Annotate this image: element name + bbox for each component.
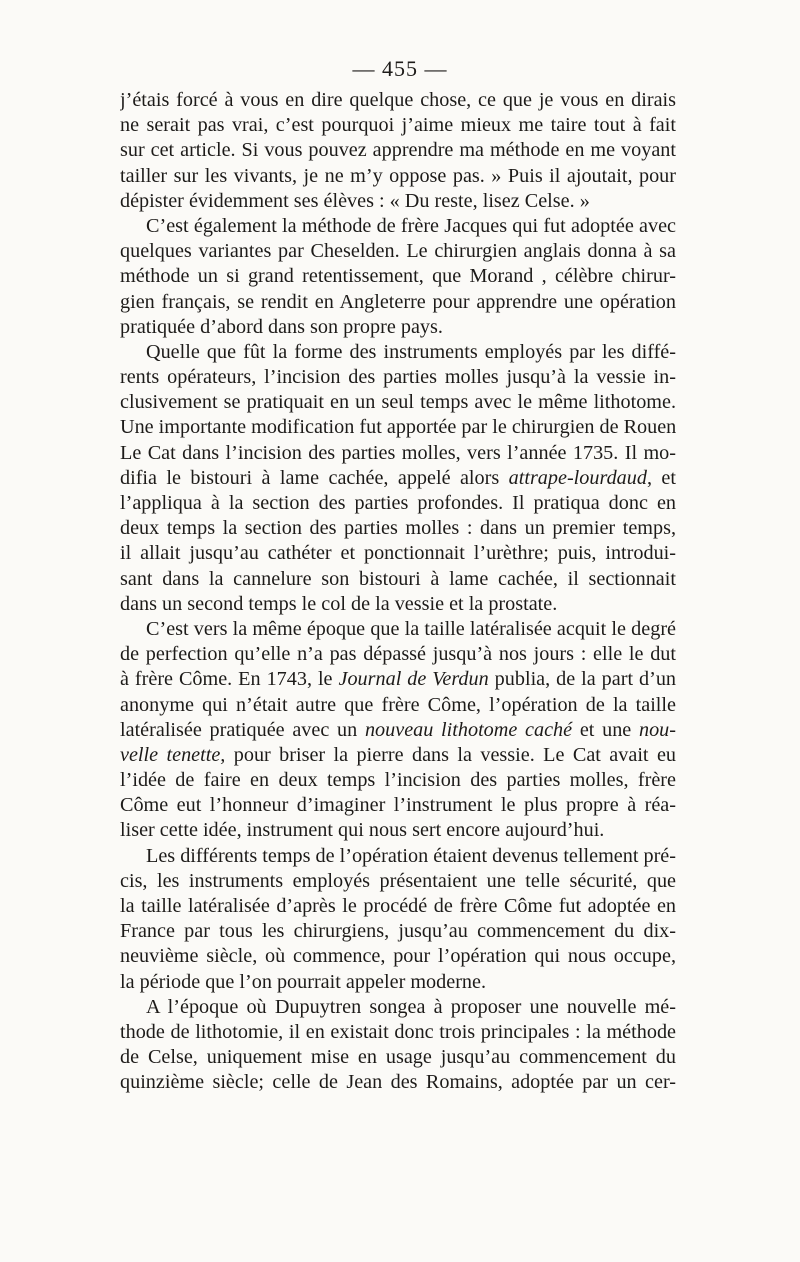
text-line: C’est également la méthode de frère Jacques qui fut adoptée avec (146, 214, 676, 237)
text-line: Côme eut l’honneur d’imaginer l’instrument le plus propre à réa- (120, 794, 676, 817)
italic-term: nouveau lithotome caché (364, 718, 573, 741)
text-line: C’est vers la même époque que la taille latéralisée acquit le degré (146, 617, 676, 640)
text-line: rents opérateurs, l’incision des parties molles jusqu’à la vessie in- (120, 366, 676, 389)
text-line (120, 466, 676, 491)
text-line: Une importante modification fut apportée par le chirurgien de Rouen (120, 416, 676, 439)
text-line: l’appliqua à la section des parties profondes. Il pratiqua donc en (120, 492, 676, 514)
text-line: ne serait pas vrai, c’est pourquoi j’aime mieux me taire tout à fait (120, 114, 676, 137)
text-line: A l’époque où Dupuytren songea à proposer une nouvelle mé- (146, 995, 676, 1018)
text-line: clusivement se pratiquait en un seul temps avec le même lithotome. (120, 391, 676, 414)
text-line (120, 667, 676, 692)
text-run: publia, de la part d’un (488, 668, 676, 691)
text-line: l’idée de faire en deux temps l’incision des parties molles, frère (120, 769, 676, 792)
text-line: de Celse, uniquement mise en usage jusqu’au commencement du (120, 1046, 676, 1069)
text-line: sant dans la cannelure son bistouri à lame cachée, il sectionnait (120, 567, 676, 590)
text-line: la période que l’on pourrait appeler moderne. (120, 970, 487, 993)
text-line: gien français, se rendit en Angleterre pour apprendre une opération (120, 290, 676, 313)
text-line: France par tous les chirurgiens, jusqu’au commencement du dix- (120, 920, 676, 943)
text-line (120, 743, 676, 768)
text-line: dépister évidemment ses élèves : « Du reste, lisez Celse. » (120, 189, 590, 212)
text-line: liser cette idée, instrument qui nous sert encore aujourd’hui. (120, 819, 605, 842)
text-line: Quelle que fût la forme des instruments employés par les diffé- (146, 340, 676, 363)
italic-term: attrape-lourdaud (508, 466, 647, 489)
text-line: de perfection qu’elle n’a pas dépassé jusqu’à nos jours : elle le dut (120, 643, 676, 666)
text-line: pratiquée d’abord dans son propre pays. (120, 315, 443, 338)
text-line (120, 718, 676, 743)
italic-title: Journal de Verdun (338, 668, 489, 691)
body-text (120, 88, 676, 1096)
text-line: thode de lithotomie, il en existait donc trois principales : la méthode (120, 1020, 676, 1043)
text-line: dans un second temps le col de la vessie et la prostate. (120, 592, 558, 615)
text-line: tailler sur les vivants, je ne m’y oppose pas. » Puis il ajoutait, pour (120, 164, 676, 187)
text-line: la taille latéralisée d’après le procédé de frère Côme fut adoptée en (120, 895, 676, 917)
page-number: — 455 — (352, 56, 448, 81)
text-line: j’étais forcé à vous en dire quelque chose, ce que je vous en dirais (120, 89, 676, 111)
text-line: anonyme qui n’était autre que frère Côme, l’opération de la taille (120, 693, 676, 716)
italic-term: velle tenette, (120, 743, 226, 766)
text-line: quinzième siècle; celle de Jean des Romains, adoptée par un cer- (120, 1071, 676, 1094)
text-run: à frère Côme. En 1743, le (120, 668, 333, 691)
text-run: pour briser la pierre dans la vessie. Le Cat avait eu (225, 743, 676, 766)
text-run: et une (572, 718, 632, 741)
text-run: , et (646, 466, 676, 489)
text-line: Les différents temps de l’opération étaient devenus tellement pré- (146, 844, 676, 867)
text-line: deux temps la section des parties molles : dans un premier temps, (120, 517, 676, 540)
text-line: cis, les instruments employés présentaient une telle sécurité, que (120, 869, 676, 892)
text-line: Le Cat dans l’incision des parties molles, vers l’année 1735. Il mo- (120, 441, 676, 464)
text-line: sur cet article. Si vous pouvez apprendre ma méthode en me voyant (120, 139, 676, 162)
text-run: latéralisée pratiquée avec un (120, 718, 358, 741)
text-line: neuvième siècle, où commence, pour l’opération qui nous occupe, (120, 945, 676, 968)
text-line: il allait jusqu’au cathéter et ponctionnait l’urèthre; puis, introdui- (120, 542, 676, 565)
text-run: difia le bistouri à lame cachée, appelé alors (120, 466, 500, 489)
text-line: méthode un si grand retentissement, que Morand , célèbre chirur- (120, 265, 676, 288)
text-line: quelques variantes par Cheselden. Le chirurgien anglais donna à sa (120, 240, 676, 263)
italic-term: nou- (638, 718, 676, 741)
